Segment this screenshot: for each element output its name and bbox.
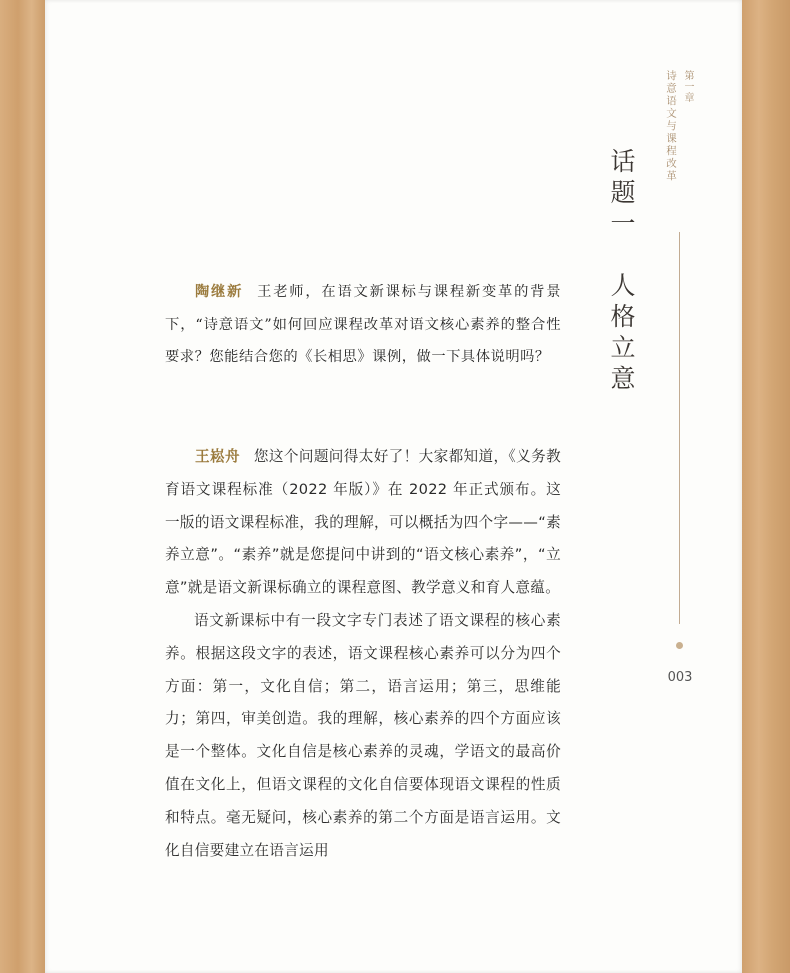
wood-background-right — [742, 0, 790, 973]
question-block — [165, 276, 561, 374]
chapter-number: 第一章 — [682, 70, 693, 103]
question-speaker: 陶继新 — [195, 284, 244, 300]
answer-speaker: 王崧舟 — [195, 448, 240, 465]
question-text: 王老师，在语文新课标与课程新变革的背景下，“诗意语文”如何回应课程改革对语文核心素养的整合性要求？您能结合您的《长相思》课例，做一下具体说明吗？ — [165, 284, 561, 365]
margin-dot — [676, 642, 683, 649]
answer-text-1: 您这个问题问得太好了！大家都知道，《义务教育语文课程标准（2022 年版）》在 2022 年正式颁布。这一版的语文课程标准，我的理解，可以概括为四个字——“素养立意”。“素养”就是您提问中讲到的“语文核心素养”，“立意”就是语文新课标确立的课程意图、教学意义和育人意蕴。 — [165, 448, 561, 597]
answer-paragraph-1 — [165, 441, 561, 605]
page-number: 003 — [667, 670, 693, 685]
question-paragraph — [165, 276, 561, 374]
wood-background-left — [0, 0, 45, 973]
chapter-title: 诗意语文与课程改革 — [665, 70, 677, 183]
topic-heading: 话题一 人格立意 — [607, 148, 636, 396]
margin-divider-line — [679, 232, 680, 624]
answer-block — [165, 441, 561, 867]
answer-paragraph-2: 语文新课标中有一段文字专门表述了语文课程的核心素养。根据这段文字的表述，语文课程核心素养可以分为四个方面：第一，文化自信；第二，语言运用；第三，思维能力；第四，审美创造。我的理解，核心素养的四个方面应该是一个整体。文化自信是核心素养的灵魂，学语文的最高价值在文化上，但语文课程的文化自信要体现语文课程的性质和特点。毫无疑问，核心素养的第二个方面是语言运用。文化自信要建立在语言运用 — [165, 611, 561, 859]
